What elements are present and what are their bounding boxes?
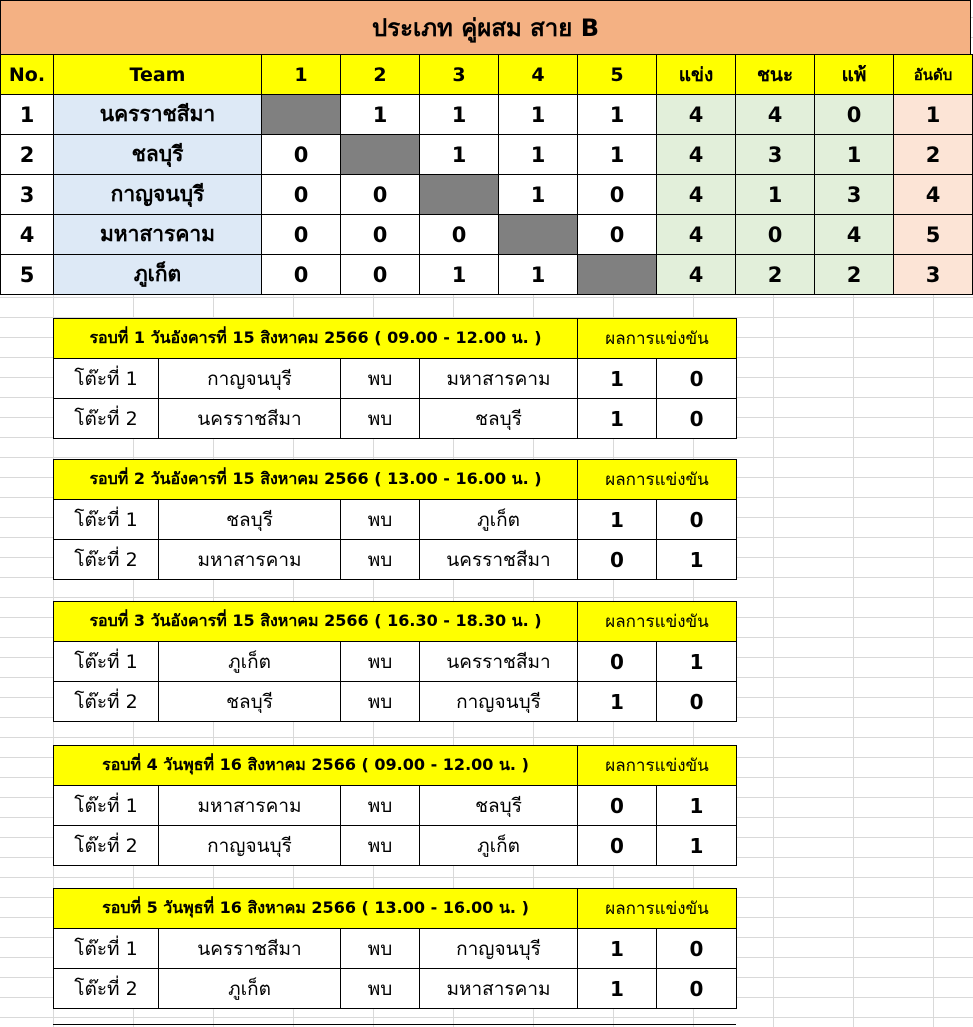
score-b[interactable]: 0	[657, 399, 737, 439]
versus-label[interactable]: พบ	[341, 826, 420, 866]
round-header-row	[54, 889, 737, 929]
won-cell[interactable]: 0	[736, 215, 815, 255]
round-table	[53, 888, 737, 1009]
team-name[interactable]: กาญจนบุรี	[54, 175, 262, 215]
header-opp-1: 1	[262, 55, 341, 95]
won-cell[interactable]: 2	[736, 255, 815, 295]
match-row	[54, 682, 737, 722]
header-rank: อันดับ	[894, 55, 973, 95]
result-header: ผลการแข่งขัน	[578, 746, 737, 786]
won-cell[interactable]: 1	[736, 175, 815, 215]
team-a[interactable]: ชลบุรี	[159, 500, 341, 540]
lost-cell[interactable]: 3	[815, 175, 894, 215]
standings-row	[1, 175, 973, 215]
result-header: ผลการแข่งขัน	[578, 460, 737, 500]
standings-row	[1, 255, 973, 295]
result-cell[interactable]: 1	[499, 95, 578, 135]
result-cell[interactable]: 1	[499, 135, 578, 175]
result-cell[interactable]: 0	[262, 175, 341, 215]
row-number[interactable]: 3	[1, 175, 54, 215]
round-header-row	[54, 319, 737, 359]
score-b[interactable]: 0	[657, 929, 737, 969]
result-header: ผลการแข่งขัน	[578, 602, 737, 642]
match-row	[54, 969, 737, 1009]
score-a[interactable]: 1	[578, 359, 657, 399]
standings-row	[1, 95, 973, 135]
score-b[interactable]: 1	[657, 540, 737, 580]
round-title: รอบที่ 3 วันอังคารที่ 15 สิงหาคม 2566 ( 16.30 - 18.30 น. )	[54, 602, 578, 642]
team-a[interactable]: ชลบุรี	[159, 682, 341, 722]
played-cell[interactable]: 4	[657, 95, 736, 135]
score-a[interactable]: 1	[578, 929, 657, 969]
header-won: ชนะ	[736, 55, 815, 95]
result-cell[interactable]: 1	[420, 95, 499, 135]
match-row	[54, 399, 737, 439]
versus-label[interactable]: พบ	[341, 500, 420, 540]
match-row	[54, 826, 737, 866]
round-title: รอบที่ 4 วันพุธที่ 16 สิงหาคม 2566 ( 09.00 - 12.00 น. )	[54, 746, 578, 786]
header-played: แข่ง	[657, 55, 736, 95]
team-b[interactable]: ชลบุรี	[420, 786, 578, 826]
result-cell[interactable]: 1	[420, 135, 499, 175]
team-a[interactable]: นครราชสีมา	[159, 399, 341, 439]
table-label[interactable]: โต๊ะที่ 1	[54, 500, 159, 540]
score-a[interactable]: 0	[578, 540, 657, 580]
header-no: No.	[1, 55, 54, 95]
won-cell[interactable]: 4	[736, 95, 815, 135]
score-b[interactable]: 1	[657, 786, 737, 826]
team-name[interactable]: ชลบุรี	[54, 135, 262, 175]
table-label[interactable]: โต๊ะที่ 1	[54, 359, 159, 399]
versus-label[interactable]: พบ	[341, 969, 420, 1009]
score-a[interactable]: 1	[578, 500, 657, 540]
rank-cell[interactable]: 3	[894, 255, 973, 295]
team-a[interactable]: กาญจนบุรี	[159, 826, 341, 866]
played-cell[interactable]: 4	[657, 135, 736, 175]
round-table	[53, 459, 737, 580]
result-cell[interactable]: 1	[578, 95, 657, 135]
score-b[interactable]: 0	[657, 682, 737, 722]
score-b[interactable]: 0	[657, 969, 737, 1009]
versus-label[interactable]: พบ	[341, 682, 420, 722]
match-row	[54, 929, 737, 969]
team-b[interactable]: ภูเก็ต	[420, 500, 578, 540]
versus-label[interactable]: พบ	[341, 359, 420, 399]
score-b[interactable]: 0	[657, 359, 737, 399]
result-cell[interactable]: 1	[499, 255, 578, 295]
team-b[interactable]: นครราชสีมา	[420, 540, 578, 580]
result-cell[interactable]: 0	[420, 215, 499, 255]
result-header: ผลการแข่งขัน	[578, 319, 737, 359]
result-header: ผลการแข่งขัน	[578, 889, 737, 929]
team-a[interactable]: ภูเก็ต	[159, 969, 341, 1009]
header-team: Team	[54, 55, 262, 95]
header-opp-4: 4	[499, 55, 578, 95]
result-cell[interactable]: 1	[499, 175, 578, 215]
table-label[interactable]: โต๊ะที่ 2	[54, 399, 159, 439]
match-row	[54, 786, 737, 826]
result-cell[interactable]: 0	[578, 215, 657, 255]
header-opp-3: 3	[420, 55, 499, 95]
team-b[interactable]: กาญจนบุรี	[420, 682, 578, 722]
versus-label[interactable]: พบ	[341, 929, 420, 969]
team-a[interactable]: มหาสารคาม	[159, 786, 341, 826]
score-b[interactable]: 1	[657, 642, 737, 682]
self-match-cell[interactable]	[499, 215, 578, 255]
row-number[interactable]: 2	[1, 135, 54, 175]
played-cell[interactable]: 4	[657, 175, 736, 215]
rank-cell[interactable]: 5	[894, 215, 973, 255]
header-opp-5: 5	[578, 55, 657, 95]
played-cell[interactable]: 4	[657, 255, 736, 295]
table-label[interactable]: โต๊ะที่ 1	[54, 786, 159, 826]
rank-cell[interactable]: 4	[894, 175, 973, 215]
result-cell[interactable]: 0	[341, 255, 420, 295]
team-b[interactable]: ชลบุรี	[420, 399, 578, 439]
team-a[interactable]: มหาสารคาม	[159, 540, 341, 580]
round-table	[53, 745, 737, 866]
round-header-row	[54, 746, 737, 786]
result-cell[interactable]: 0	[578, 175, 657, 215]
score-a[interactable]: 1	[578, 399, 657, 439]
rank-cell[interactable]: 2	[894, 135, 973, 175]
match-row	[54, 500, 737, 540]
table-label[interactable]: โต๊ะที่ 2	[54, 969, 159, 1009]
score-b[interactable]: 0	[657, 500, 737, 540]
result-cell[interactable]: 0	[341, 175, 420, 215]
match-row	[54, 359, 737, 399]
round-table	[53, 318, 737, 439]
score-a[interactable]: 1	[578, 682, 657, 722]
team-b[interactable]: กาญจนบุรี	[420, 929, 578, 969]
standings-row	[1, 135, 973, 175]
versus-label[interactable]: พบ	[341, 540, 420, 580]
team-a[interactable]: ภูเก็ต	[159, 642, 341, 682]
round-title: รอบที่ 5 วันพุธที่ 16 สิงหาคม 2566 ( 13.00 - 16.00 น. )	[54, 889, 578, 929]
team-a[interactable]: กาญจนบุรี	[159, 359, 341, 399]
round-title: รอบที่ 2 วันอังคารที่ 15 สิงหาคม 2566 ( 13.00 - 16.00 น. )	[54, 460, 578, 500]
team-name[interactable]: ภูเก็ต	[54, 255, 262, 295]
table-label[interactable]: โต๊ะที่ 2	[54, 540, 159, 580]
result-cell[interactable]: 0	[341, 215, 420, 255]
team-name[interactable]: นครราชสีมา	[54, 95, 262, 135]
result-cell[interactable]: 1	[578, 135, 657, 175]
result-cell[interactable]: 0	[262, 215, 341, 255]
versus-label[interactable]: พบ	[341, 399, 420, 439]
team-b[interactable]: มหาสารคาม	[420, 969, 578, 1009]
lost-cell[interactable]: 4	[815, 215, 894, 255]
self-match-cell[interactable]	[578, 255, 657, 295]
lost-cell[interactable]: 1	[815, 135, 894, 175]
row-number[interactable]: 5	[1, 255, 54, 295]
row-number[interactable]: 4	[1, 215, 54, 255]
standings-table	[0, 54, 973, 295]
lost-cell[interactable]: 2	[815, 255, 894, 295]
team-name[interactable]: มหาสารคาม	[54, 215, 262, 255]
team-b[interactable]: ภูเก็ต	[420, 826, 578, 866]
played-cell[interactable]: 4	[657, 215, 736, 255]
score-a[interactable]: 0	[578, 786, 657, 826]
score-b[interactable]: 1	[657, 826, 737, 866]
versus-label[interactable]: พบ	[341, 642, 420, 682]
result-cell[interactable]: 0	[262, 135, 341, 175]
header-lost: แพ้	[815, 55, 894, 95]
won-cell[interactable]: 3	[736, 135, 815, 175]
result-cell[interactable]: 0	[262, 255, 341, 295]
standings-header-row	[1, 55, 973, 95]
table-label[interactable]: โต๊ะที่ 2	[54, 682, 159, 722]
team-b[interactable]: นครราชสีมา	[420, 642, 578, 682]
self-match-cell[interactable]	[341, 135, 420, 175]
score-a[interactable]: 1	[578, 969, 657, 1009]
row-number[interactable]: 1	[1, 95, 54, 135]
self-match-cell[interactable]	[262, 95, 341, 135]
standings-row	[1, 215, 973, 255]
score-a[interactable]: 0	[578, 826, 657, 866]
round-table	[53, 601, 737, 722]
sheet-title: ประเภท คู่ผสม สาย B	[0, 0, 971, 55]
lost-cell[interactable]: 0	[815, 95, 894, 135]
header-opp-2: 2	[341, 55, 420, 95]
team-b[interactable]: มหาสารคาม	[420, 359, 578, 399]
score-a[interactable]: 0	[578, 642, 657, 682]
round-header-row	[54, 460, 737, 500]
bottom-border	[53, 1024, 736, 1025]
self-match-cell[interactable]	[420, 175, 499, 215]
result-cell[interactable]: 1	[341, 95, 420, 135]
match-row	[54, 642, 737, 682]
versus-label[interactable]: พบ	[341, 786, 420, 826]
round-title: รอบที่ 1 วันอังคารที่ 15 สิงหาคม 2566 ( 09.00 - 12.00 น. )	[54, 319, 578, 359]
table-label[interactable]: โต๊ะที่ 1	[54, 929, 159, 969]
table-label[interactable]: โต๊ะที่ 1	[54, 642, 159, 682]
rank-cell[interactable]: 1	[894, 95, 973, 135]
round-header-row	[54, 602, 737, 642]
result-cell[interactable]: 1	[420, 255, 499, 295]
match-row	[54, 540, 737, 580]
table-label[interactable]: โต๊ะที่ 2	[54, 826, 159, 866]
team-a[interactable]: นครราชสีมา	[159, 929, 341, 969]
